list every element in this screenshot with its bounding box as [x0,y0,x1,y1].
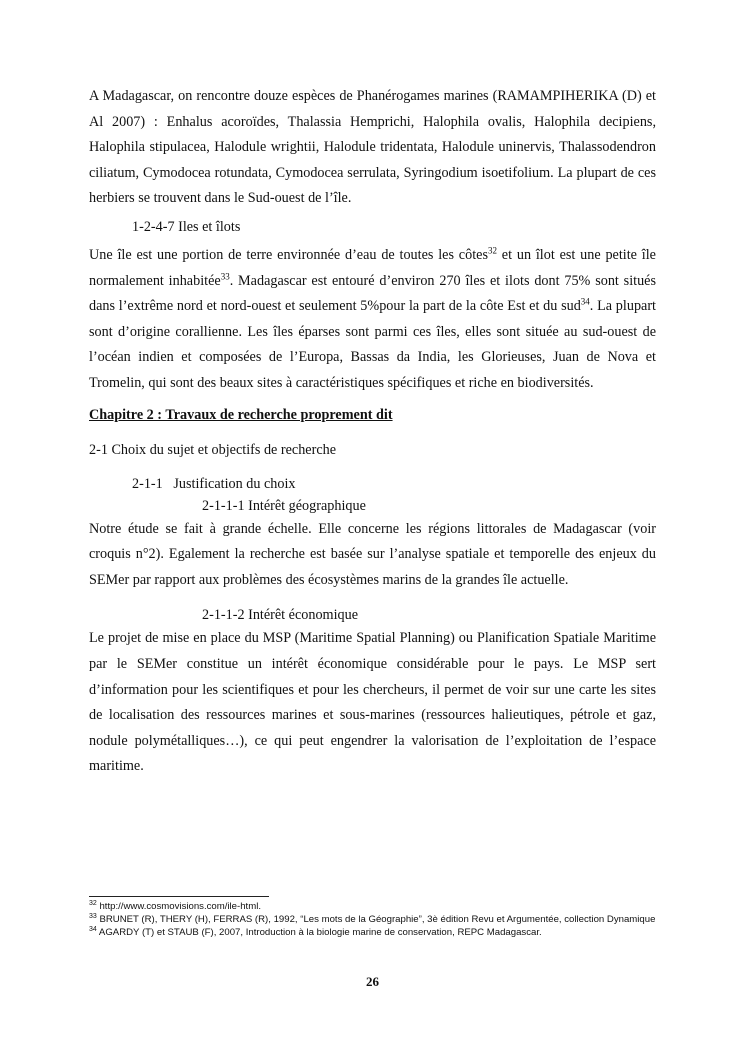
paragraph-iles-part3: . Madagascar est entouré d’environ 270 îles et ilots dont 75% sont situés dans l’extrême nord et nord-ouest et seulement 5%pour la part de la côte Est et du sud [89,272,656,315]
footnote-text: http://www.cosmovisions.com/ile-html. [96,901,262,912]
footnote-ref-33: 33 [220,270,230,281]
paragraph-iles-part1: Une île est une portion de terre environnée d’eau de toutes les côtes [89,246,488,263]
paragraph-iles-part2: et un îlot est une petite île normalement inhabitée [89,246,656,289]
paragraph-iles [89,243,656,397]
paragraph-interet-geographique: Notre étude se fait à grande échelle. Elle concerne les régions littorales de Madagascar (voir croquis n°2). Egalement la recherche est basée sur l’analyse spatiale et temporelle des enjeux du SEMer par rapport aux problèmes des écosystèmes marins de la grandes île actuelle. [89,520,656,588]
footnote-text: AGARDY (T) et STAUB (F), 2007, Introduction à la biologie marine de conservation, REPC Madagascar. [96,927,542,938]
footnote-number: 34 [89,925,97,933]
section-heading-2-1-1: 2-1-1 Justification du choix [132,475,296,492]
footnote-ref-34: 34 [580,296,590,307]
document-page [89,84,656,780]
footnote-separator [89,896,269,897]
footnote-ref-32: 32 [487,245,497,256]
section-heading-2-1: 2-1 Choix du sujet et objectifs de recherche [89,441,337,458]
footnote-number: 33 [89,912,97,920]
chapter-title: Chapitre 2 : Travaux de recherche proprement dit [89,406,393,423]
footnote-text: BRUNET (R), THERY (H), FERRAS (R), 1992, “Les mots de la Géographie”, 3è édition Revu et Argumentée, collection Dynamique [96,914,656,925]
footnote-number: 32 [89,899,97,907]
paragraph-iles-part4: . La plupart sont d’origine corallienne. Les îles éparses sont parmi ces îles, elles sont située au sud-ouest de l’océan indien et composées de l’Europa, Bassas da India, les Glorieuses, Juan de Nova et Tromelin, qui sont des beaux sites à caractéristiques spécifiques et riche en biodiversités. [89,298,656,391]
paragraph-interet-economique: Le projet de mise en place du MSP (Maritime Spatial Planning) ou Planification Spatiale Maritime par le SEMer constitue un intérêt économique considérable pour le pays. Le MSP sert d’information pour les scientifiques et pour les chercheurs, il permet de voir sur une carte les sites de localisation des ressources marines et sous-marines (ressources halieutiques, pétrole et gaz, nodule polymétalliques…), ce qui peut engendrer la valorisation de l’exploitation de l’espace maritime. [89,630,656,775]
page-number: 26 [366,974,379,989]
heading-iles-ilots: 1-2-4-7 Iles et îlots [132,218,241,235]
footnote-33 [89,913,656,926]
subheading-interet-geographique: 2-1-1-1 Intérêt géographique [202,497,366,514]
paragraph-seagrass: A Madagascar, on rencontre douze espèces de Phanérogames marines (RAMAMPIHERIKA (D) et Al 2007) : Enhalus acoroïdes, Thalassia Hemprichi, Halophila ovalis, Halophila decipiens, Halophila stipulacea, Halodule wrightii, Halodule tridentata, Halodule uninervis, Thalassodendron ciliatum, Cymodocea rotundata, Cymodocea serrulata, Syringodium isoetifolium. La plupart de ces herbiers se trouvent dans le Sud-ouest de l’île. [89,88,656,207]
footnote-34 [89,926,656,939]
footnotes [89,896,656,939]
footnote-32 [89,900,656,913]
subheading-interet-economique: 2-1-1-2 Intérêt économique [202,607,359,624]
